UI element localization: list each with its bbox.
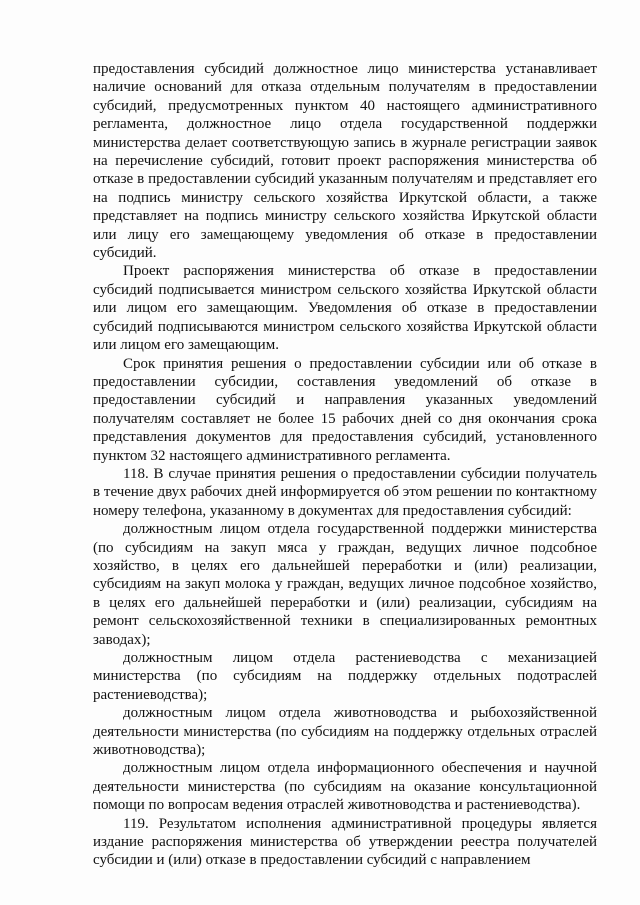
paragraph-2: Проект распоряжения министерства об отказе в предоставлении субсидий подписывается министром сельского хозяйства Иркутской области или лицом его замещающим. Уведомления об отказе в предоставлении субсидий подписываются министром сельского хозяйства Иркутской области или лицом его замещающим. bbox=[93, 263, 597, 354]
paragraph-3: Срок принятия решения о предоставлении субсидии или об отказе в предоставлении субсидии, составления уведомлений об отказе в предоставлении субсидий и направления указанных уведомлений получателям составляет не более 15 рабочих дней со дня окончания срока представления документов для предоставления субсидий, установленного пунктом 32 настоящего административного регламента. bbox=[93, 355, 597, 464]
paragraph-118: 118. В случае принятия решения о предоставлении субсидии получатель в течение двух рабочих дней информируется об этом решении по контактному номеру телефона, указанному в документах для предоставления субсидий: bbox=[93, 465, 597, 519]
paragraph-list-item-2: должностным лицом отдела растениеводства с механизацией министерства (по субсидиям на поддержку отдельных подотраслей растениеводства); bbox=[93, 650, 597, 703]
paragraph-1: предоставления субсидий должностное лицо министерства устанавливает наличие оснований для отказа отдельным получателям в предоставлении субсидий, предусмотренных пунктом 40 настоящего административного регламента, должностное лицо отдела государственной поддержки министерства делает соответствующую запись в журнале регистрации заявок на перечисление субсидий, готовит проект распоряжения министерства об отказе в предоставлении субсидий указанным получателям и представляет его на подпись министру сельского хозяйства Иркутской области, а также представляет на подпись министру сельского хозяйства Иркутской области или лицу его замещающему уведомления об отказе в предоставлении субсидий. bbox=[93, 61, 597, 262]
document-body bbox=[93, 60, 597, 870]
paragraph-list-item-1: должностным лицом отдела государственной поддержки министерства (по субсидиям на закуп мяса у граждан, ведущих личное подсобное хозяйство, в целях его дальнейшей переработки и (или) реализации, субсидиям на закуп молока у граждан, ведущих личное подсобное хозяйство, в целях его дальнейшей переработки и (или) реализации, субсидиям на ремонт сельскохозяйственной техники в специализированных ремонтных заводах); bbox=[93, 521, 597, 648]
paragraph-119: 119. Результатом исполнения административной процедуры является издание распоряжения министерства об утверждении реестра получателей субсидии и (или) отказе в предоставлении субсидий с направлением bbox=[93, 815, 597, 869]
paragraph-list-item-3: должностным лицом отдела животноводства и рыбохозяйственной деятельности министерства (по субсидиям на поддержку отдельных отраслей животноводства); bbox=[93, 705, 597, 759]
paragraph-list-item-4: должностным лицом отдела информационного обеспечения и научной деятельности министерства (по субсидиям на оказание консультационной помощи по вопросам ведения отраслей животноводства и растениеводства). bbox=[93, 760, 597, 814]
